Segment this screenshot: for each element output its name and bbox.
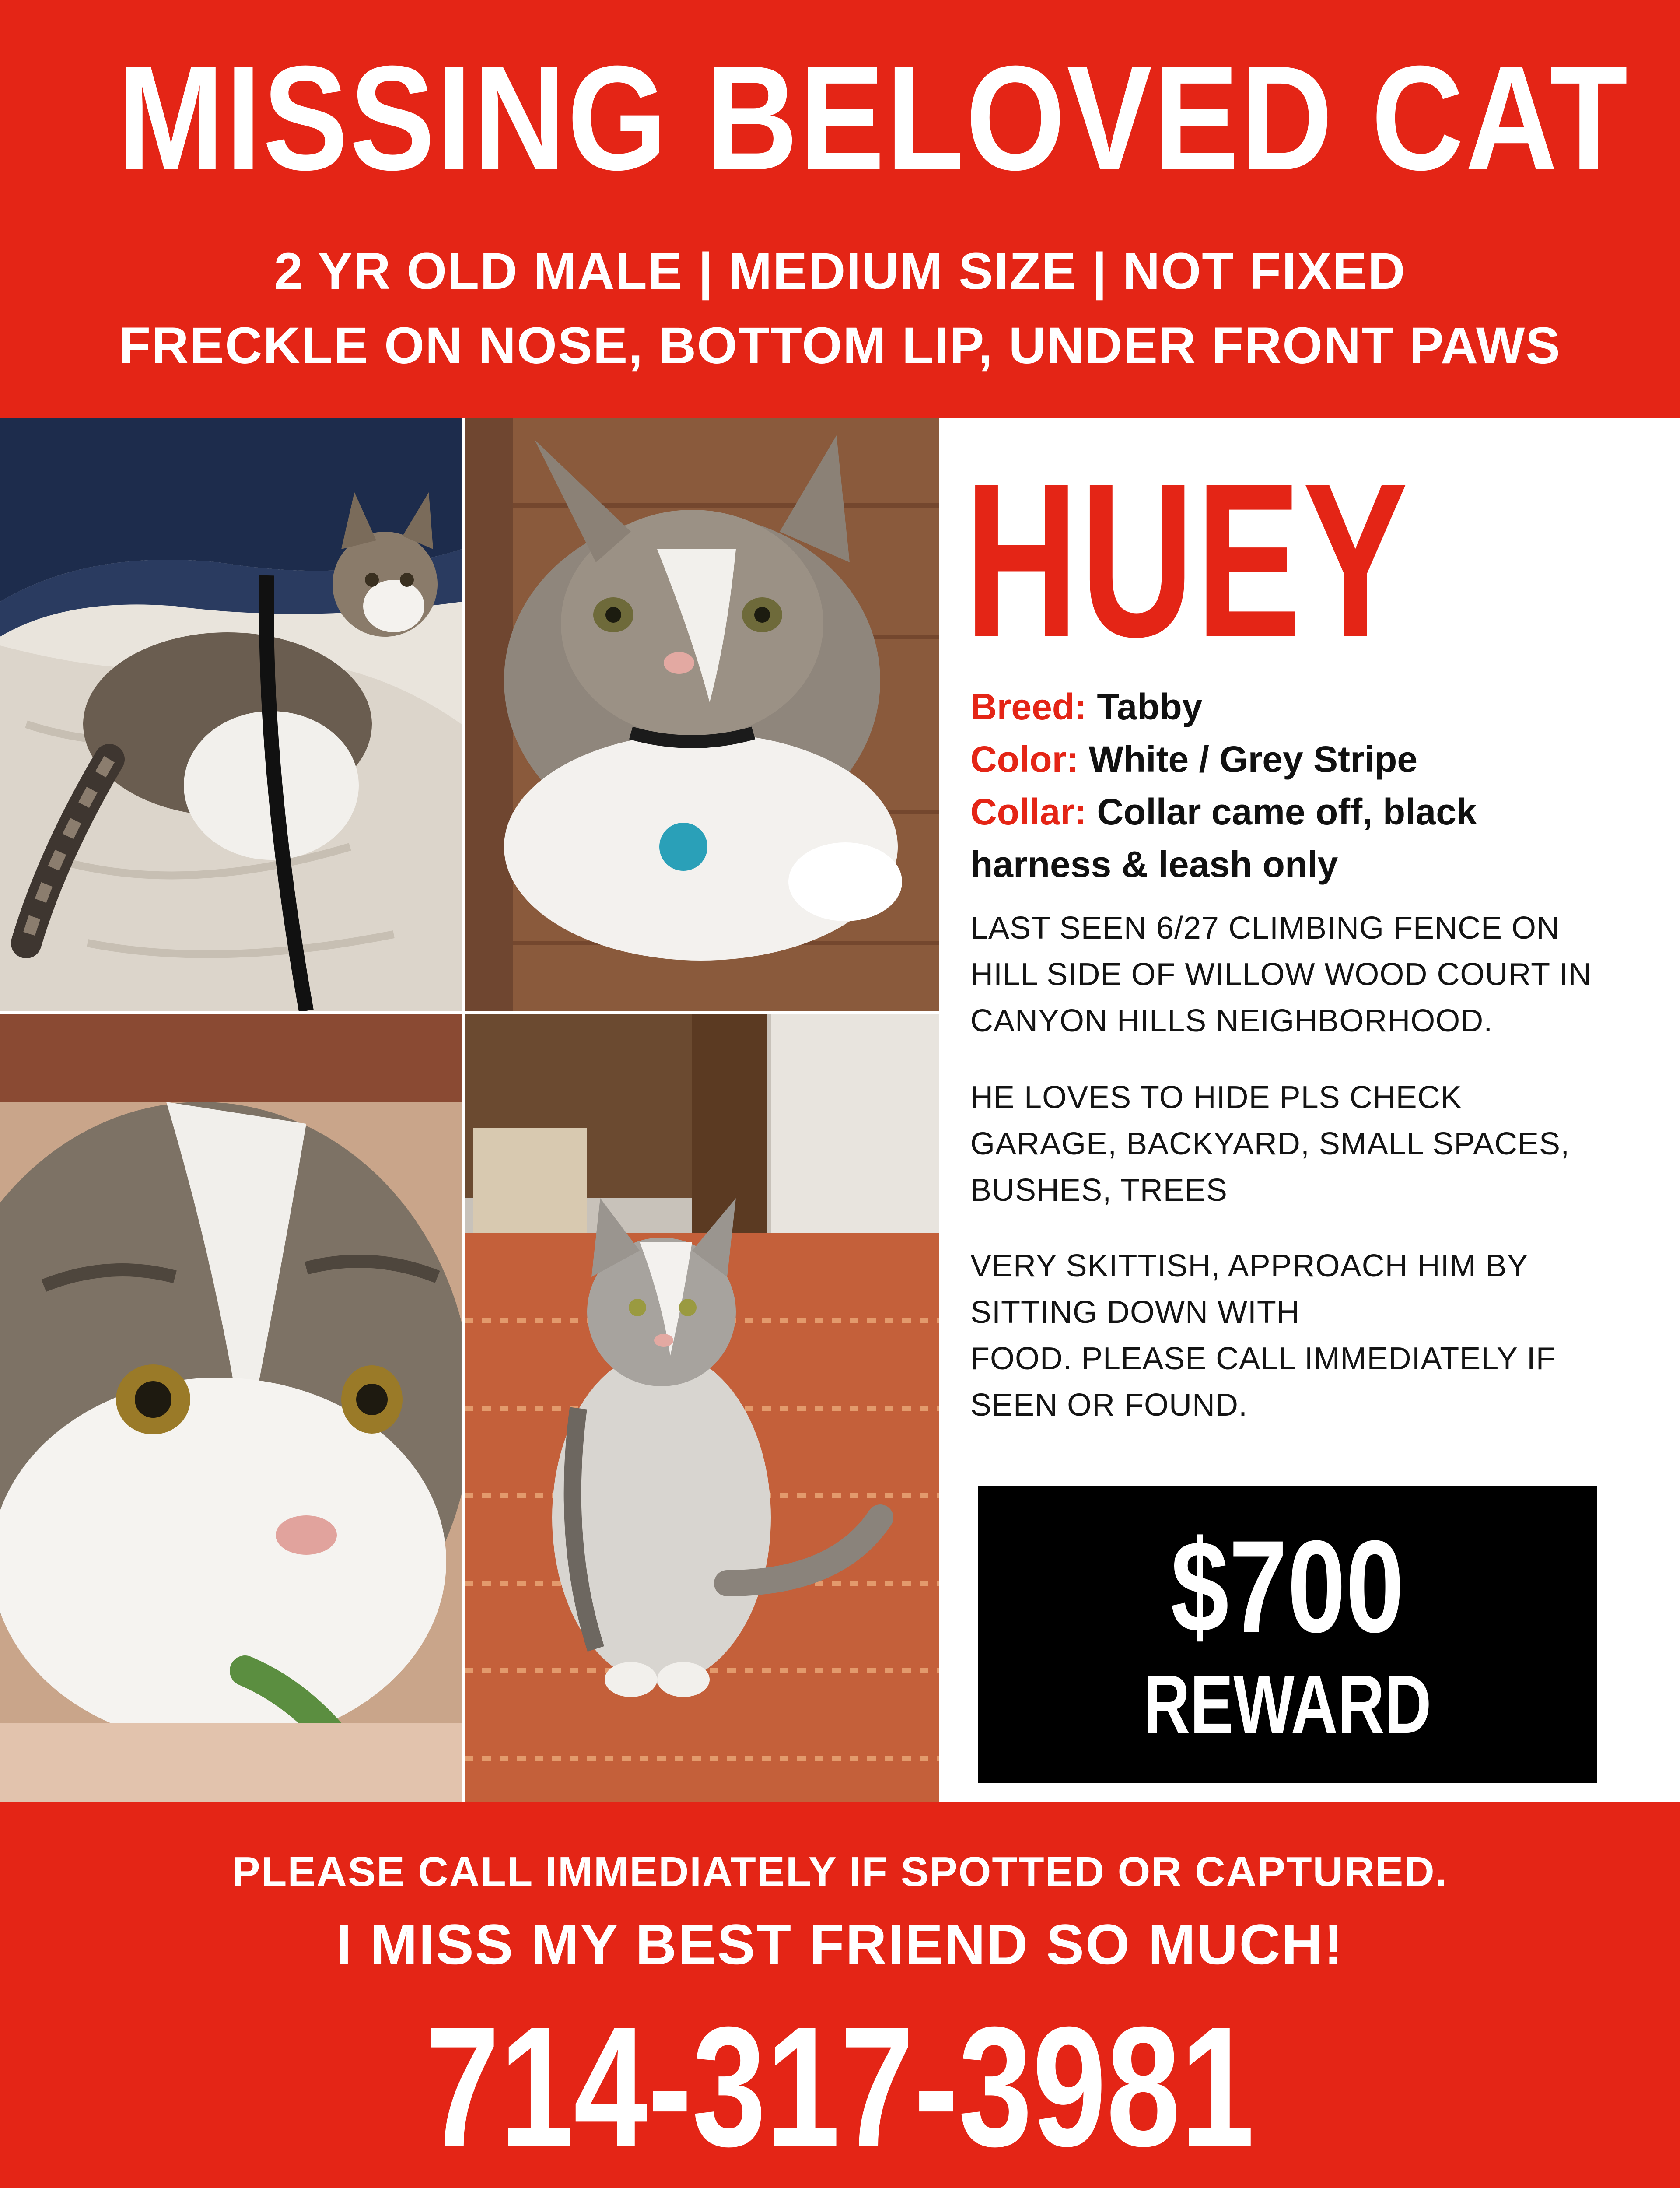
cat-photo-harness-image xyxy=(0,418,462,1011)
reward-amount: $700 xyxy=(1170,1513,1404,1660)
cat-photo-blue-tag-image xyxy=(465,418,939,1011)
call-instruction: PLEASE CALL IMMEDIATELY IF SPOTTED OR CAPTURED. xyxy=(232,1848,1448,1895)
reward-label: REWARD xyxy=(1143,1658,1432,1751)
collar-label: Collar: xyxy=(970,791,1087,832)
phone-number[interactable]: 714-317-3981 xyxy=(425,1991,1255,2182)
desc-line: LAST SEEN 6/27 CLIMBING FENCE ON xyxy=(970,911,1560,946)
color-value: White / Grey Stripe xyxy=(1088,739,1418,780)
collar-row xyxy=(970,785,1653,838)
breed-label: Breed: xyxy=(970,686,1087,727)
desc-line: VERY SKITTISH, APPROACH HIM BY xyxy=(970,1248,1529,1283)
cat-photo-sitting xyxy=(465,1014,939,1802)
desc-line: SITTING DOWN WITH xyxy=(970,1295,1300,1330)
desc-line: CANYON HILLS NEIGHBORHOOD. xyxy=(970,1003,1493,1038)
footer-banner xyxy=(0,1802,1680,2188)
header-banner xyxy=(0,0,1680,418)
last-seen-paragraph xyxy=(970,905,1662,1044)
cat-facts xyxy=(970,680,1653,891)
hiding-paragraph xyxy=(970,1074,1662,1213)
miss-message: I MISS MY BEST FRIEND SO MUCH! xyxy=(336,1912,1344,1976)
breed-row xyxy=(970,680,1653,733)
desc-line: BUSHES, TREES xyxy=(970,1173,1228,1208)
cat-photo-blue-tag xyxy=(465,418,939,1011)
reward-box xyxy=(978,1486,1597,1783)
cat-summary-line: 2 YR OLD MALE | MEDIUM SIZE | NOT FIXED xyxy=(274,242,1406,300)
cat-name: HUEY xyxy=(965,438,1410,682)
desc-line: FOOD. PLEASE CALL IMMEDIATELY IF xyxy=(970,1341,1556,1376)
cat-markings-line: FRECKLE ON NOSE, BOTTOM LIP, UNDER FRONT PAWS xyxy=(119,317,1561,375)
color-label: Color: xyxy=(970,739,1079,780)
desc-line: HILL SIDE OF WILLOW WOOD COURT IN xyxy=(970,957,1592,992)
collar-row-cont xyxy=(970,838,1653,891)
color-row xyxy=(970,733,1653,785)
collar-value-line1: Collar came off, black xyxy=(1097,791,1477,832)
cat-photo-sitting-image xyxy=(465,1014,939,1802)
cat-photo-harness xyxy=(0,418,462,1011)
cat-photo-closeup xyxy=(0,1014,462,1802)
poster-title: MISSING BELOVED CAT xyxy=(117,35,1630,201)
approach-paragraph xyxy=(970,1243,1662,1428)
breed-value: Tabby xyxy=(1097,686,1203,727)
collar-value-line2: harness & leash only xyxy=(970,844,1338,885)
desc-line: GARAGE, BACKYARD, SMALL SPACES, xyxy=(970,1126,1570,1161)
desc-line: SEEN OR FOUND. xyxy=(970,1388,1248,1423)
desc-line: HE LOVES TO HIDE PLS CHECK xyxy=(970,1080,1462,1115)
cat-photo-closeup-image xyxy=(0,1014,462,1802)
